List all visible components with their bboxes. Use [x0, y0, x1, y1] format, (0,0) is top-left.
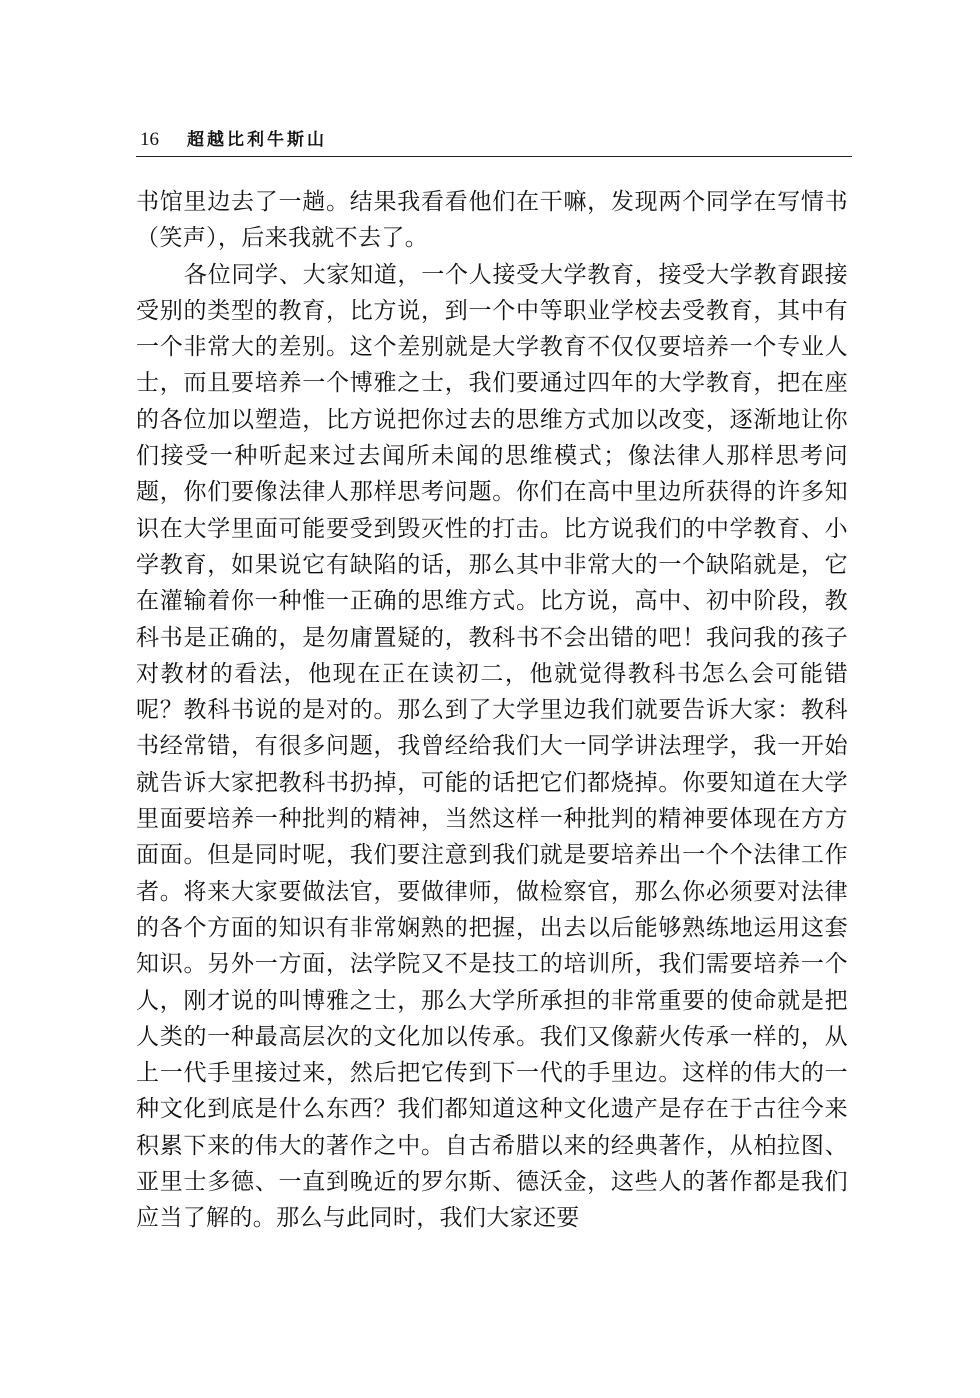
- running-head: [140, 124, 852, 154]
- header-rule: [136, 156, 852, 157]
- body-text: [136, 184, 848, 1237]
- book-title: 超越比利牛斯山: [187, 130, 327, 150]
- page-number: 16: [140, 129, 159, 150]
- paragraph: 各位同学、大家知道，一个人接受大学教育，接受大学教育跟接受别的类型的教育，比方说，到一个中等职业学校去受教育，其中有一个非常大的差别。这个差别就是大学教育不仅仅要培养一个专业人士，而且要培养一个博雅之士，我们要通过四年的大学教育，把在座的各位加以塑造，比方说把你过去的思维方式加以改变，逐渐地让你们接受一种听起来过去闻所未闻的思维模式；像法律人那样思考问题，你们要像法律人那样思考问题。你们在高中里边所获得的许多知识在大学里面可能要受到毁灭性的打击。比方说我们的中学教育、小学教育，如果说它有缺陷的话，那么其中非常大的一个缺陷就是，它在灌输着你一种惟一正确的思维方式。比方说，高中、初中阶段，教科书是正确的，是勿庸置疑的，教科书不会出错的吧！我问我的孩子对教材的看法，他现在正在读初二，他就觉得教科书怎么会可能错呢？教科书说的是对的。那么到了大学里边我们就要告诉大家：教科书经常错，有很多问题，我曾经给我们大一同学讲法理学，我一开始就告诉大家把教科书扔掉，可能的话把它们都烧掉。你要知道在大学里面要培养一种批判的精神，当然这样一种批判的精神要体现在方方面面。但是同时呢，我们要注意到我们就是要培养出一个个法律工作者。将来大家要做法官，要做律师，做检察官，那么你必须要对法律的各个方面的知识有非常娴熟的把握，出去以后能够熟练地运用这套知识。另外一方面，法学院又不是技工的培训所，我们需要培养一个人，刚才说的叫博雅之士，那么大学所承担的非常重要的使命就是把人类的一种最高层次的文化加以传承。我们又像薪火传承一样的，从上一代手里接过来，然后把它传到下一代的手里边。这样的伟大的一种文化到底是什么东西？我们都知道这种文化遗产是存在于古往今来积累下来的伟大的著作之中。自古希腊以来的经典著作，从柏拉图、亚里士多德、一直到晚近的罗尔斯、德沃金，这些人的著作都是我们应当了解的。那么与此同时，我们大家还要: [136, 261, 848, 1232]
- paragraph-continued: 书馆里边去了一趟。结果我看看他们在干嘛，发现两个同学在写情书（笑声），后来我就不去了。: [136, 189, 848, 252]
